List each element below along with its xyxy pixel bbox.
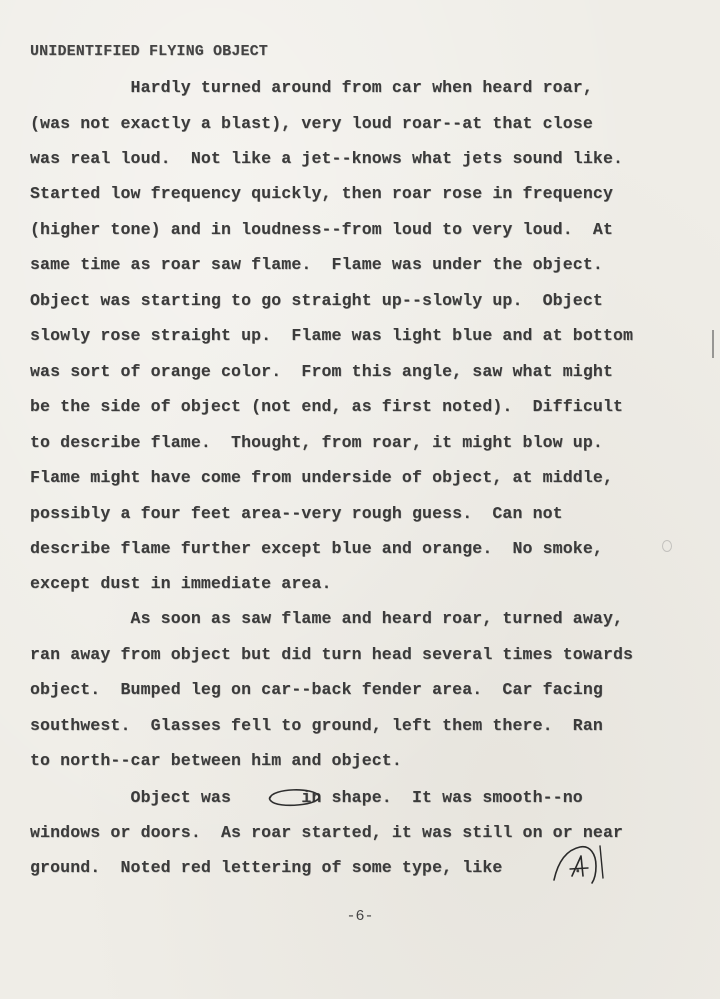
oval-shape-drawing bbox=[264, 784, 324, 812]
margin-mark bbox=[712, 330, 714, 358]
text-line: As soon as saw flame and heard roar, turned away, bbox=[30, 609, 624, 628]
text-line: southwest. Glasses fell to ground, left them there. Ran bbox=[30, 716, 603, 735]
text-line: Object was starting to go straight up--slowly up. Object bbox=[30, 291, 603, 310]
text-line: same time as roar saw flame. Flame was under the object. bbox=[30, 255, 603, 274]
text-line: ran away from object but did turn head several times towards bbox=[30, 645, 634, 664]
text-line: (was not exactly a blast), very loud roar--at that close bbox=[30, 114, 593, 133]
text-line: was real loud. Not like a jet--knows what jets sound like. bbox=[30, 149, 624, 168]
text-line: possibly a four feet area--very rough guess. Can not bbox=[30, 504, 563, 523]
text-line: was sort of orange color. From this angle, saw what might bbox=[30, 362, 613, 381]
text-line: slowly rose straight up. Flame was light blue and at bottom bbox=[30, 326, 634, 345]
text-line: Flame might have come from underside of object, at middle, bbox=[30, 468, 613, 487]
text-line: Object was in shape. It was smooth--no bbox=[30, 788, 583, 807]
document-heading: UNIDENTIFIED FLYING OBJECT bbox=[30, 43, 268, 60]
insignia-sketch-drawing bbox=[550, 840, 608, 886]
text-line: to describe flame. Thought, from roar, it might blow up. bbox=[30, 433, 603, 452]
text-line: (higher tone) and in loudness--from loud to very loud. At bbox=[30, 220, 613, 239]
text-line: windows or doors. As roar started, it was still on or near bbox=[30, 823, 624, 842]
text-line: object. Bumped leg on car--back fender area. Car facing bbox=[30, 680, 603, 699]
text-line: describe flame further except blue and orange. No smoke, bbox=[30, 539, 603, 558]
text-line: be the side of object (not end, as first noted). Difficult bbox=[30, 397, 624, 416]
text-line: Started low frequency quickly, then roar rose in frequency bbox=[30, 184, 613, 203]
text-line: ground. Noted red lettering of some type, like . bbox=[30, 858, 583, 877]
stray-mark bbox=[662, 540, 672, 552]
text-line: to north--car between him and object. bbox=[30, 751, 402, 770]
page-number: -6- bbox=[346, 908, 374, 925]
text-line: except dust in immediate area. bbox=[30, 574, 332, 593]
text-line: Hardly turned around from car when heard roar, bbox=[30, 78, 593, 97]
